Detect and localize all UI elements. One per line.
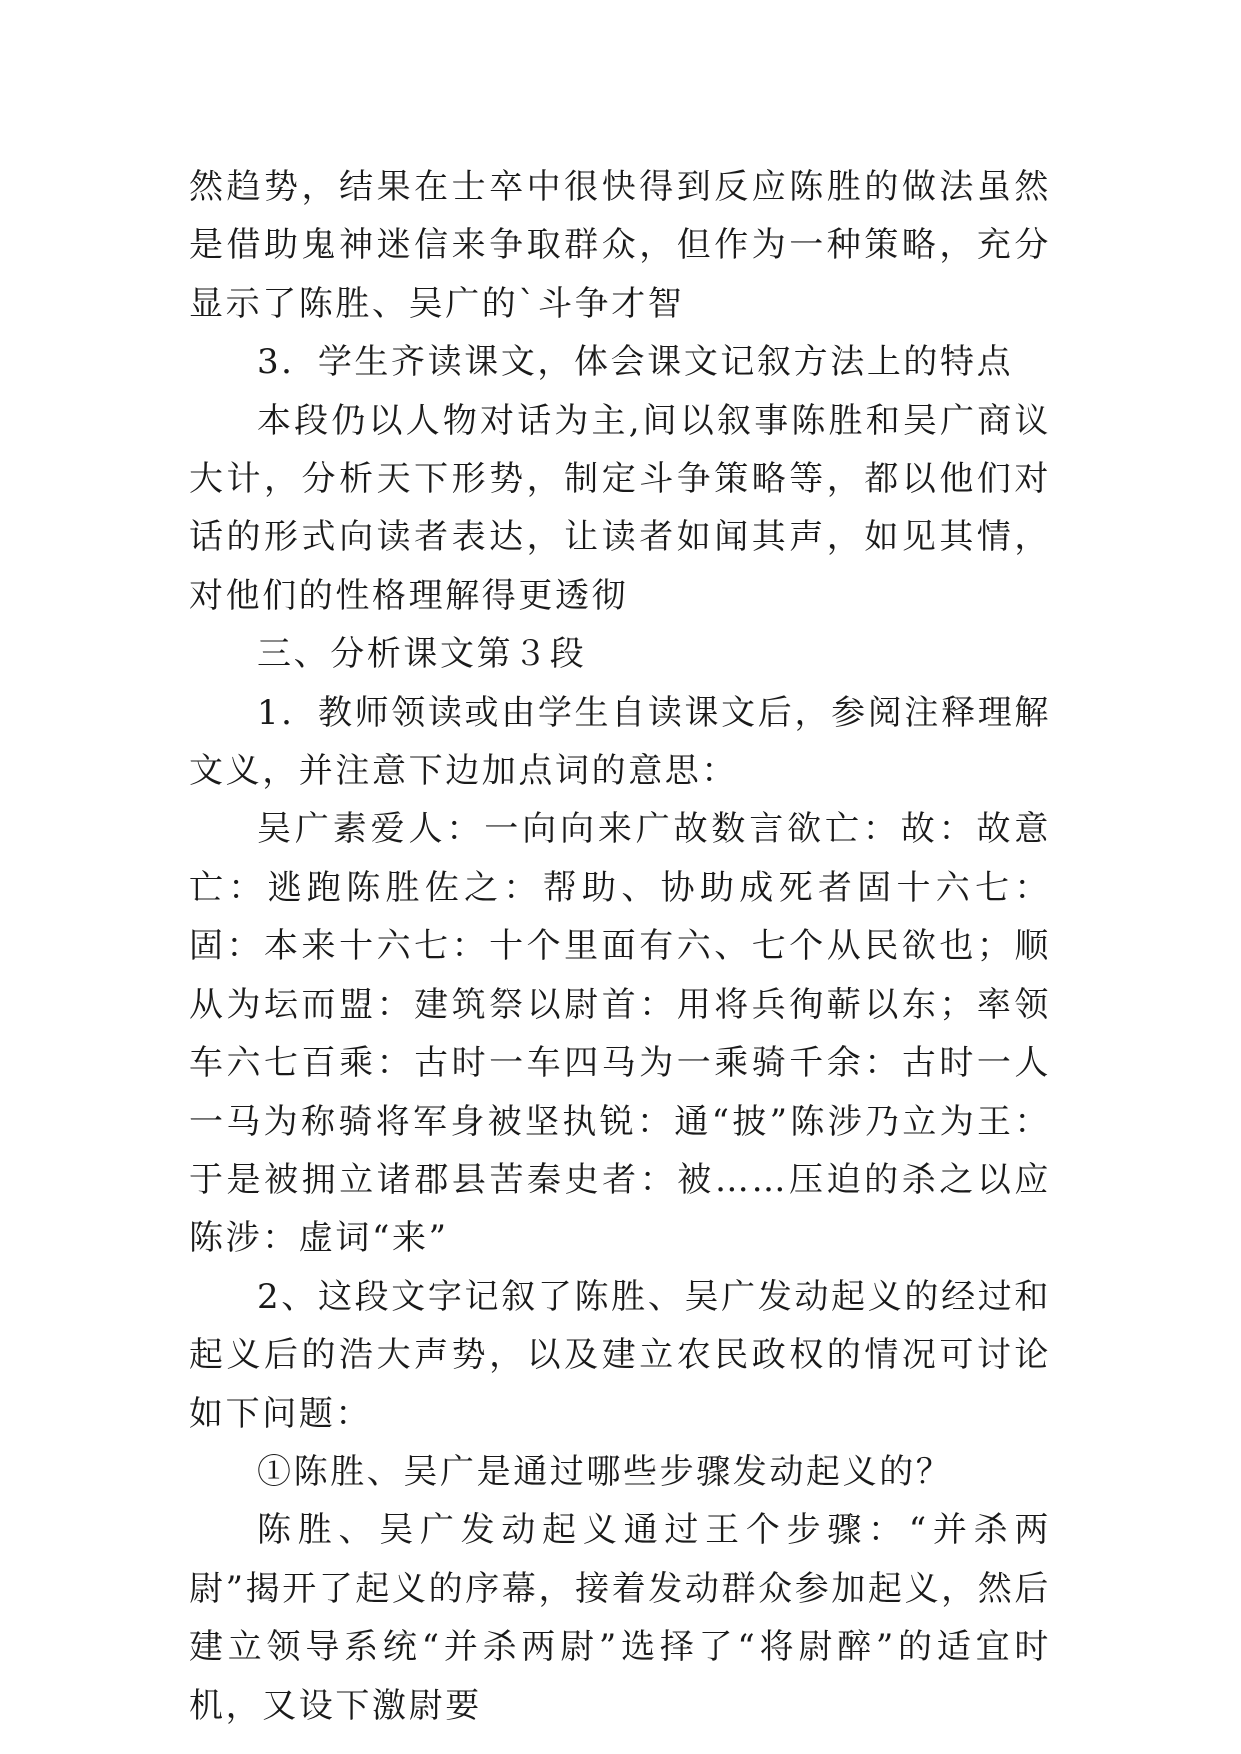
paragraph-dialogue-analysis: 本段仍以人物对话为主,间以叙事陈胜和吴广商议大计，分析天下形势，制定斗争策略等，都以他们对话的形式向读者表达，让读者如闻其声，如见其情，对他们的性格理解得更透彻 — [189, 400, 1051, 616]
paragraph-item-3-reading: 3．学生齐读课文，体会课文记叙方法上的特点 — [257, 342, 1014, 383]
paragraph-continuation: 然趋势，结果在士卒中很快得到反应陈胜的做法虽然是借助鬼神迷信来争取群众，但作为一种策略，充分显示了陈胜、吴广的`斗争才智 — [189, 167, 1051, 324]
section-heading-3: 三、分析课文第３段 — [257, 634, 587, 675]
paragraph-item-1-instructions: 1．教师领读或由学生自读课文后，参阅注释理解文义，并注意下边加点词的意思： — [189, 692, 1051, 792]
question-1: ①陈胜、吴广是通过哪些步骤发动起义的？ — [257, 1451, 953, 1492]
paragraph-item-2-discussion: 2、这段文字记叙了陈胜、吴广发动起义的经过和起义后的浩大声势，以及建立农民政权的情况可讨论如下问题： — [189, 1276, 1051, 1434]
paragraph-answer-1: 陈胜、吴广发动起义通过王个步骤：“并杀两尉”揭开了起义的序幕，接着发动群众参加起义，然后建立领导系统“并杀两尉”选择了“将尉醉”的适宜时机，又设下激尉要 — [189, 1510, 1051, 1726]
document-body — [189, 158, 1051, 1735]
paragraph-vocabulary-notes: 吴广素爱人：一向向来广故数言欲亡：故：故意亡：逃跑陈胜佐之：帮助、协助成死者固十六七：固：本来十六七：十个里面有六、七个从民欲也；顺从为坛而盟：建筑祭以尉首：用将兵徇蕲以东；率领车六七百乘：古时一车四马为一乘骑千余：古时一人一马为称骑将军身被坚执锐：通“披”陈涉乃立为王：于是被拥立诸郡县苦秦史者：被……压迫的杀之以应陈涉：虚词“来” — [189, 809, 1051, 1259]
